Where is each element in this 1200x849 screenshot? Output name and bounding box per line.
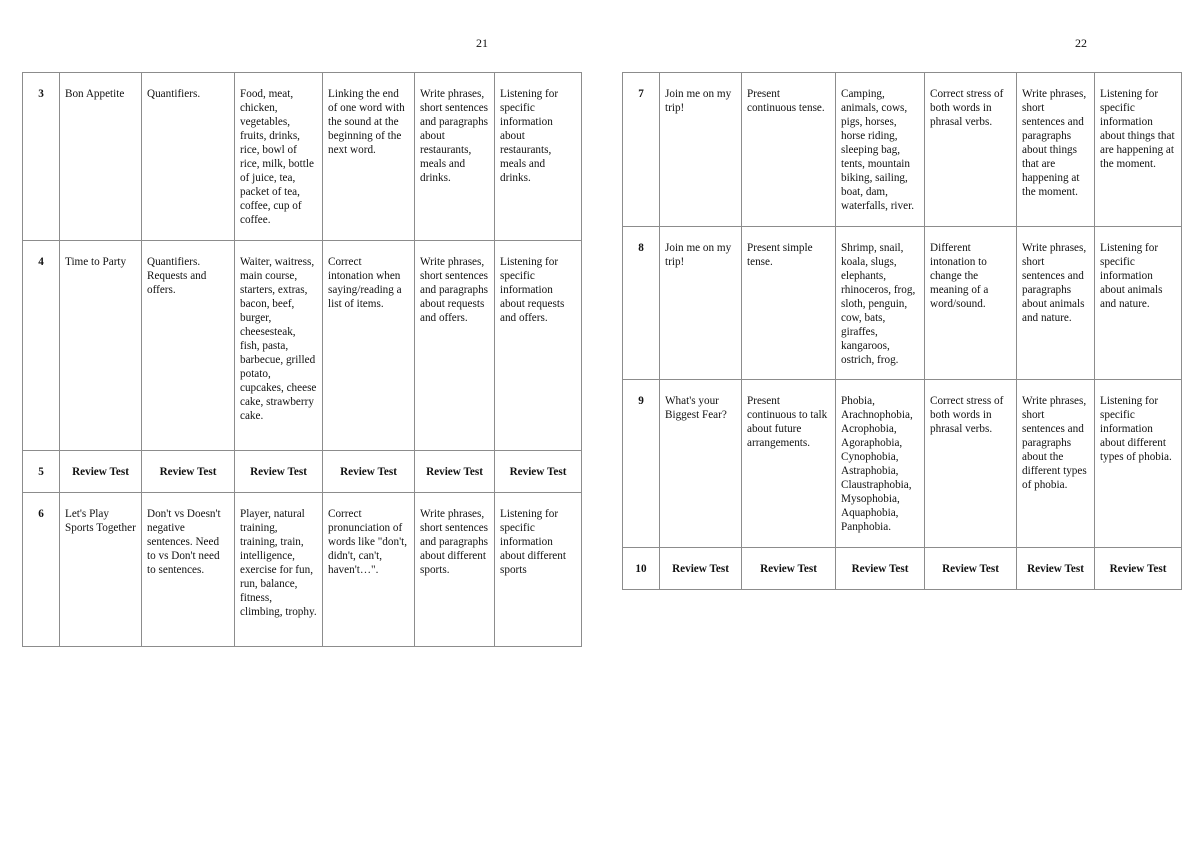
writing-cell: Write phrases, short sentences and paragraphs about the different types of phobia. (1017, 380, 1095, 548)
grammar-cell: Present continuous tense. (742, 73, 836, 227)
table-row (23, 241, 582, 451)
review-test-label: Review Test (836, 548, 925, 590)
listening-cell: Listening for specific information about things that are happening at the moment. (1095, 73, 1182, 227)
review-test-label: Review Test (415, 451, 495, 493)
listening-cell: Listening for specific information about restaurants, meals and drinks. (495, 73, 582, 241)
listening-cell: Listening for specific information about requests and offers. (495, 241, 582, 451)
review-test-label: Review Test (1017, 548, 1095, 590)
page-number-right: 22 (1075, 36, 1087, 50)
review-test-label: Review Test (1095, 548, 1182, 590)
review-test-row (623, 548, 1182, 590)
syllabus-table-right (622, 72, 1182, 590)
unit-number: 5 (23, 451, 60, 493)
unit-title: Let's Play Sports Together (60, 493, 142, 647)
grammar-cell: Present continuous to talk about future arrangements. (742, 380, 836, 548)
table-row (23, 493, 582, 647)
pronunciation-cell: Different intonation to change the meaning of a word/sound. (925, 227, 1017, 380)
unit-number: 6 (23, 493, 60, 647)
pronunciation-cell: Linking the end of one word with the sound at the beginning of the next word. (323, 73, 415, 241)
review-test-label: Review Test (60, 451, 142, 493)
pronunciation-cell: Correct stress of both words in phrasal verbs. (925, 73, 1017, 227)
vocabulary-cell: Phobia, Arachnophobia, Acrophobia, Agoraphobia, Cynophobia, Astraphobia, Claustraphobia, Mysophobia, Aquaphobia, Panphobia. (836, 380, 925, 548)
unit-number: 3 (23, 73, 60, 241)
unit-number: 7 (623, 73, 660, 227)
grammar-cell: Quantifiers. Requests and offers. (142, 241, 235, 451)
grammar-cell: Present simple tense. (742, 227, 836, 380)
listening-cell: Listening for specific information about different sports (495, 493, 582, 647)
writing-cell: Write phrases, short sentences and paragraphs about different sports. (415, 493, 495, 647)
unit-number: 8 (623, 227, 660, 380)
pronunciation-cell: Correct pronunciation of words like "don't, didn't, can't, haven't…". (323, 493, 415, 647)
page-number-left: 21 (476, 36, 488, 50)
vocabulary-cell: Food, meat, chicken, vegetables, fruits, drinks, rice, bowl of rice, milk, bottle of juice, tea, packet of tea, coffee, cup of coffee. (235, 73, 323, 241)
table-row (23, 73, 582, 241)
review-test-label: Review Test (142, 451, 235, 493)
review-test-label: Review Test (925, 548, 1017, 590)
review-test-label: Review Test (235, 451, 323, 493)
unit-title: Join me on my trip! (660, 73, 742, 227)
table-row (623, 227, 1182, 380)
review-test-label: Review Test (742, 548, 836, 590)
review-test-label: Review Test (660, 548, 742, 590)
review-test-label: Review Test (495, 451, 582, 493)
unit-title: Time to Party (60, 241, 142, 451)
unit-number: 9 (623, 380, 660, 548)
vocabulary-cell: Waiter, waitress, main course, starters, extras, bacon, beef, burger, cheesesteak, fish, pasta, barbecue, grilled potato, cupcakes, cheese cake, strawberry cake. (235, 241, 323, 451)
table-row (623, 73, 1182, 227)
vocabulary-cell: Camping, animals, cows, pigs, horses, horse riding, sleeping bag, tents, mountain biking, sailing, boat, dam, waterfalls, river. (836, 73, 925, 227)
unit-title: Bon Appetite (60, 73, 142, 241)
table-row (623, 380, 1182, 548)
pronunciation-cell: Correct intonation when saying/reading a list of items. (323, 241, 415, 451)
unit-title: What's your Biggest Fear? (660, 380, 742, 548)
review-test-row (23, 451, 582, 493)
review-test-label: Review Test (323, 451, 415, 493)
writing-cell: Write phrases, short sentences and paragraphs about things that are happening at the moment. (1017, 73, 1095, 227)
vocabulary-cell: Shrimp, snail, koala, slugs, elephants, rhinoceros, frog, sloth, penguin, cow, bats, giraffes, kangaroos, ostrich, frog. (836, 227, 925, 380)
writing-cell: Write phrases, short sentences and paragraphs about animals and nature. (1017, 227, 1095, 380)
pronunciation-cell: Correct stress of both words in phrasal verbs. (925, 380, 1017, 548)
syllabus-table-left (22, 72, 582, 647)
unit-number: 10 (623, 548, 660, 590)
vocabulary-cell: Player, natural training, training, train, intelligence, exercise for fun, run, balance, fitness, climbing, trophy. (235, 493, 323, 647)
grammar-cell: Quantifiers. (142, 73, 235, 241)
writing-cell: Write phrases, short sentences and paragraphs about requests and offers. (415, 241, 495, 451)
grammar-cell: Don't vs Doesn't negative sentences. Need to vs Don't need to sentences. (142, 493, 235, 647)
listening-cell: Listening for specific information about animals and nature. (1095, 227, 1182, 380)
unit-number: 4 (23, 241, 60, 451)
writing-cell: Write phrases, short sentences and paragraphs about restaurants, meals and drinks. (415, 73, 495, 241)
listening-cell: Listening for specific information about different types of phobia. (1095, 380, 1182, 548)
unit-title: Join me on my trip! (660, 227, 742, 380)
